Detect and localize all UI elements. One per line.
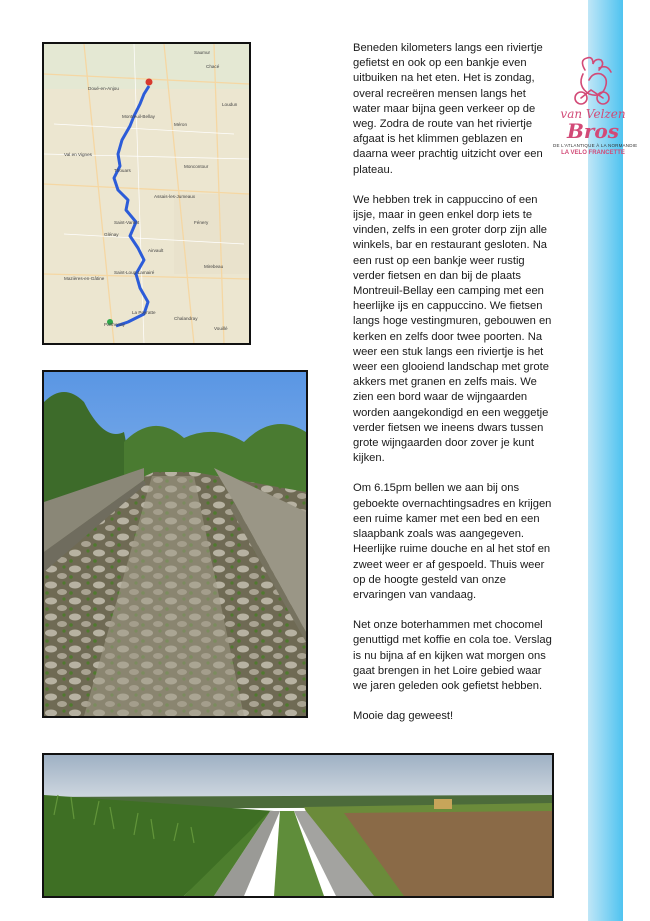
logo-text-bros: Bros	[566, 119, 620, 143]
map-label: Assais-les-Jumeaux	[154, 194, 196, 199]
paragraph: Om 6.15pm bellen we aan bij ons geboekte overnachtingsadres en krijgen een ruime kamer met een bed en een slaapbank zoals was aangegeven. Heerlijke ruime douche en al het stof en zweet weer er af gespoeld. Thuis weer op de hoogte gesteld van onze ervaringen van vandaag.	[353, 482, 552, 601]
bridge-photo-graphic	[44, 372, 306, 716]
field-road-photo	[42, 753, 554, 898]
logo-text-van-velzen: van Velzen	[560, 107, 626, 121]
paragraph: We hebben trek in cappuccino of een ijsje, maar in geen enkel dorp iets te vinden, zelfs in een groter dorp zijn alle winkels, bar en restaurant gesloten. Na een rust op een bankje weer rustig verder fietsen en dan bij de plaats Montreuil-Bellay een camping met een heerlijke ijs en cappuccino. We fietsen langs hoge vestingmuren, gebouwen en kerken en zelfs door twee poorten. Na weer een stuk langs een riviertje is het weer een glooiend landschap met grote akkers met granen en zelfs mais. We zien een bord waar de wijngaarden worden aangekondigd en een weggetje verder fietsen we ineens dwars tussen grote wijngaarden door zover je kunt kijken.	[353, 193, 552, 465]
map-label: Chalandray	[174, 316, 198, 321]
paragraph: Net onze boterhammen met chocomel genuttigd met koffie en cola toe. Verslag is nu bijna af en kijken wat morgen ons gaat brengen in het Loire gebied waar we jaren geleden ook gefietst hebben.	[353, 619, 552, 692]
logo-route-name: LA VELO FRANCETTE	[561, 150, 625, 156]
map-label: Parthenay	[104, 322, 125, 327]
map-label: Doué-en-Anjou	[88, 86, 119, 91]
paragraph: Beneden kilometers langs een riviertje gefietst en ook op een bankje even uitbuiken na het eten. Het is zondag, overal recreëren mensen langs het water maar bijna geen verkeer op de weg. Zodra de route van het riviertje afgaat is het klimmen geblazen en daarna weer prachtig uitzicht over een plateau.	[353, 42, 543, 176]
bridge-photo	[42, 370, 308, 718]
field-photo-graphic	[44, 755, 552, 896]
brand-logo	[553, 54, 638, 172]
map-label: Val en Vignes	[64, 152, 92, 157]
logo-tagline: DE L'ATLANTIQUE À LA NORMANDIE	[553, 143, 638, 148]
rooster-bicycle-icon	[569, 54, 617, 108]
map-graphic	[44, 44, 249, 343]
map-label: Vouillé	[214, 326, 228, 331]
map-label: Saint-Varent	[114, 220, 140, 225]
map-label: Airvault	[148, 248, 164, 253]
map-label: Moncontour	[184, 164, 209, 169]
article-text	[353, 41, 553, 739]
map-label: Saint-Loup-Lamairé	[114, 270, 155, 275]
map-label: La Peyratte	[132, 310, 156, 315]
map-label: Thouars	[114, 168, 131, 173]
map-label: Saumur	[194, 50, 211, 55]
route-map-image	[42, 42, 251, 345]
map-label: Mazières-en-Gâtine	[64, 276, 105, 281]
paragraph: Mooie dag geweest!	[353, 710, 454, 723]
map-label: Méron	[174, 122, 188, 127]
map-label: Fénery	[194, 220, 209, 225]
map-label: Chacé	[206, 64, 220, 69]
map-label: Montreuil-Bellay	[122, 114, 155, 119]
map-label: Mirebeau	[204, 264, 224, 269]
map-label: Glénay	[104, 232, 119, 237]
map-label: Loudun	[222, 102, 238, 107]
